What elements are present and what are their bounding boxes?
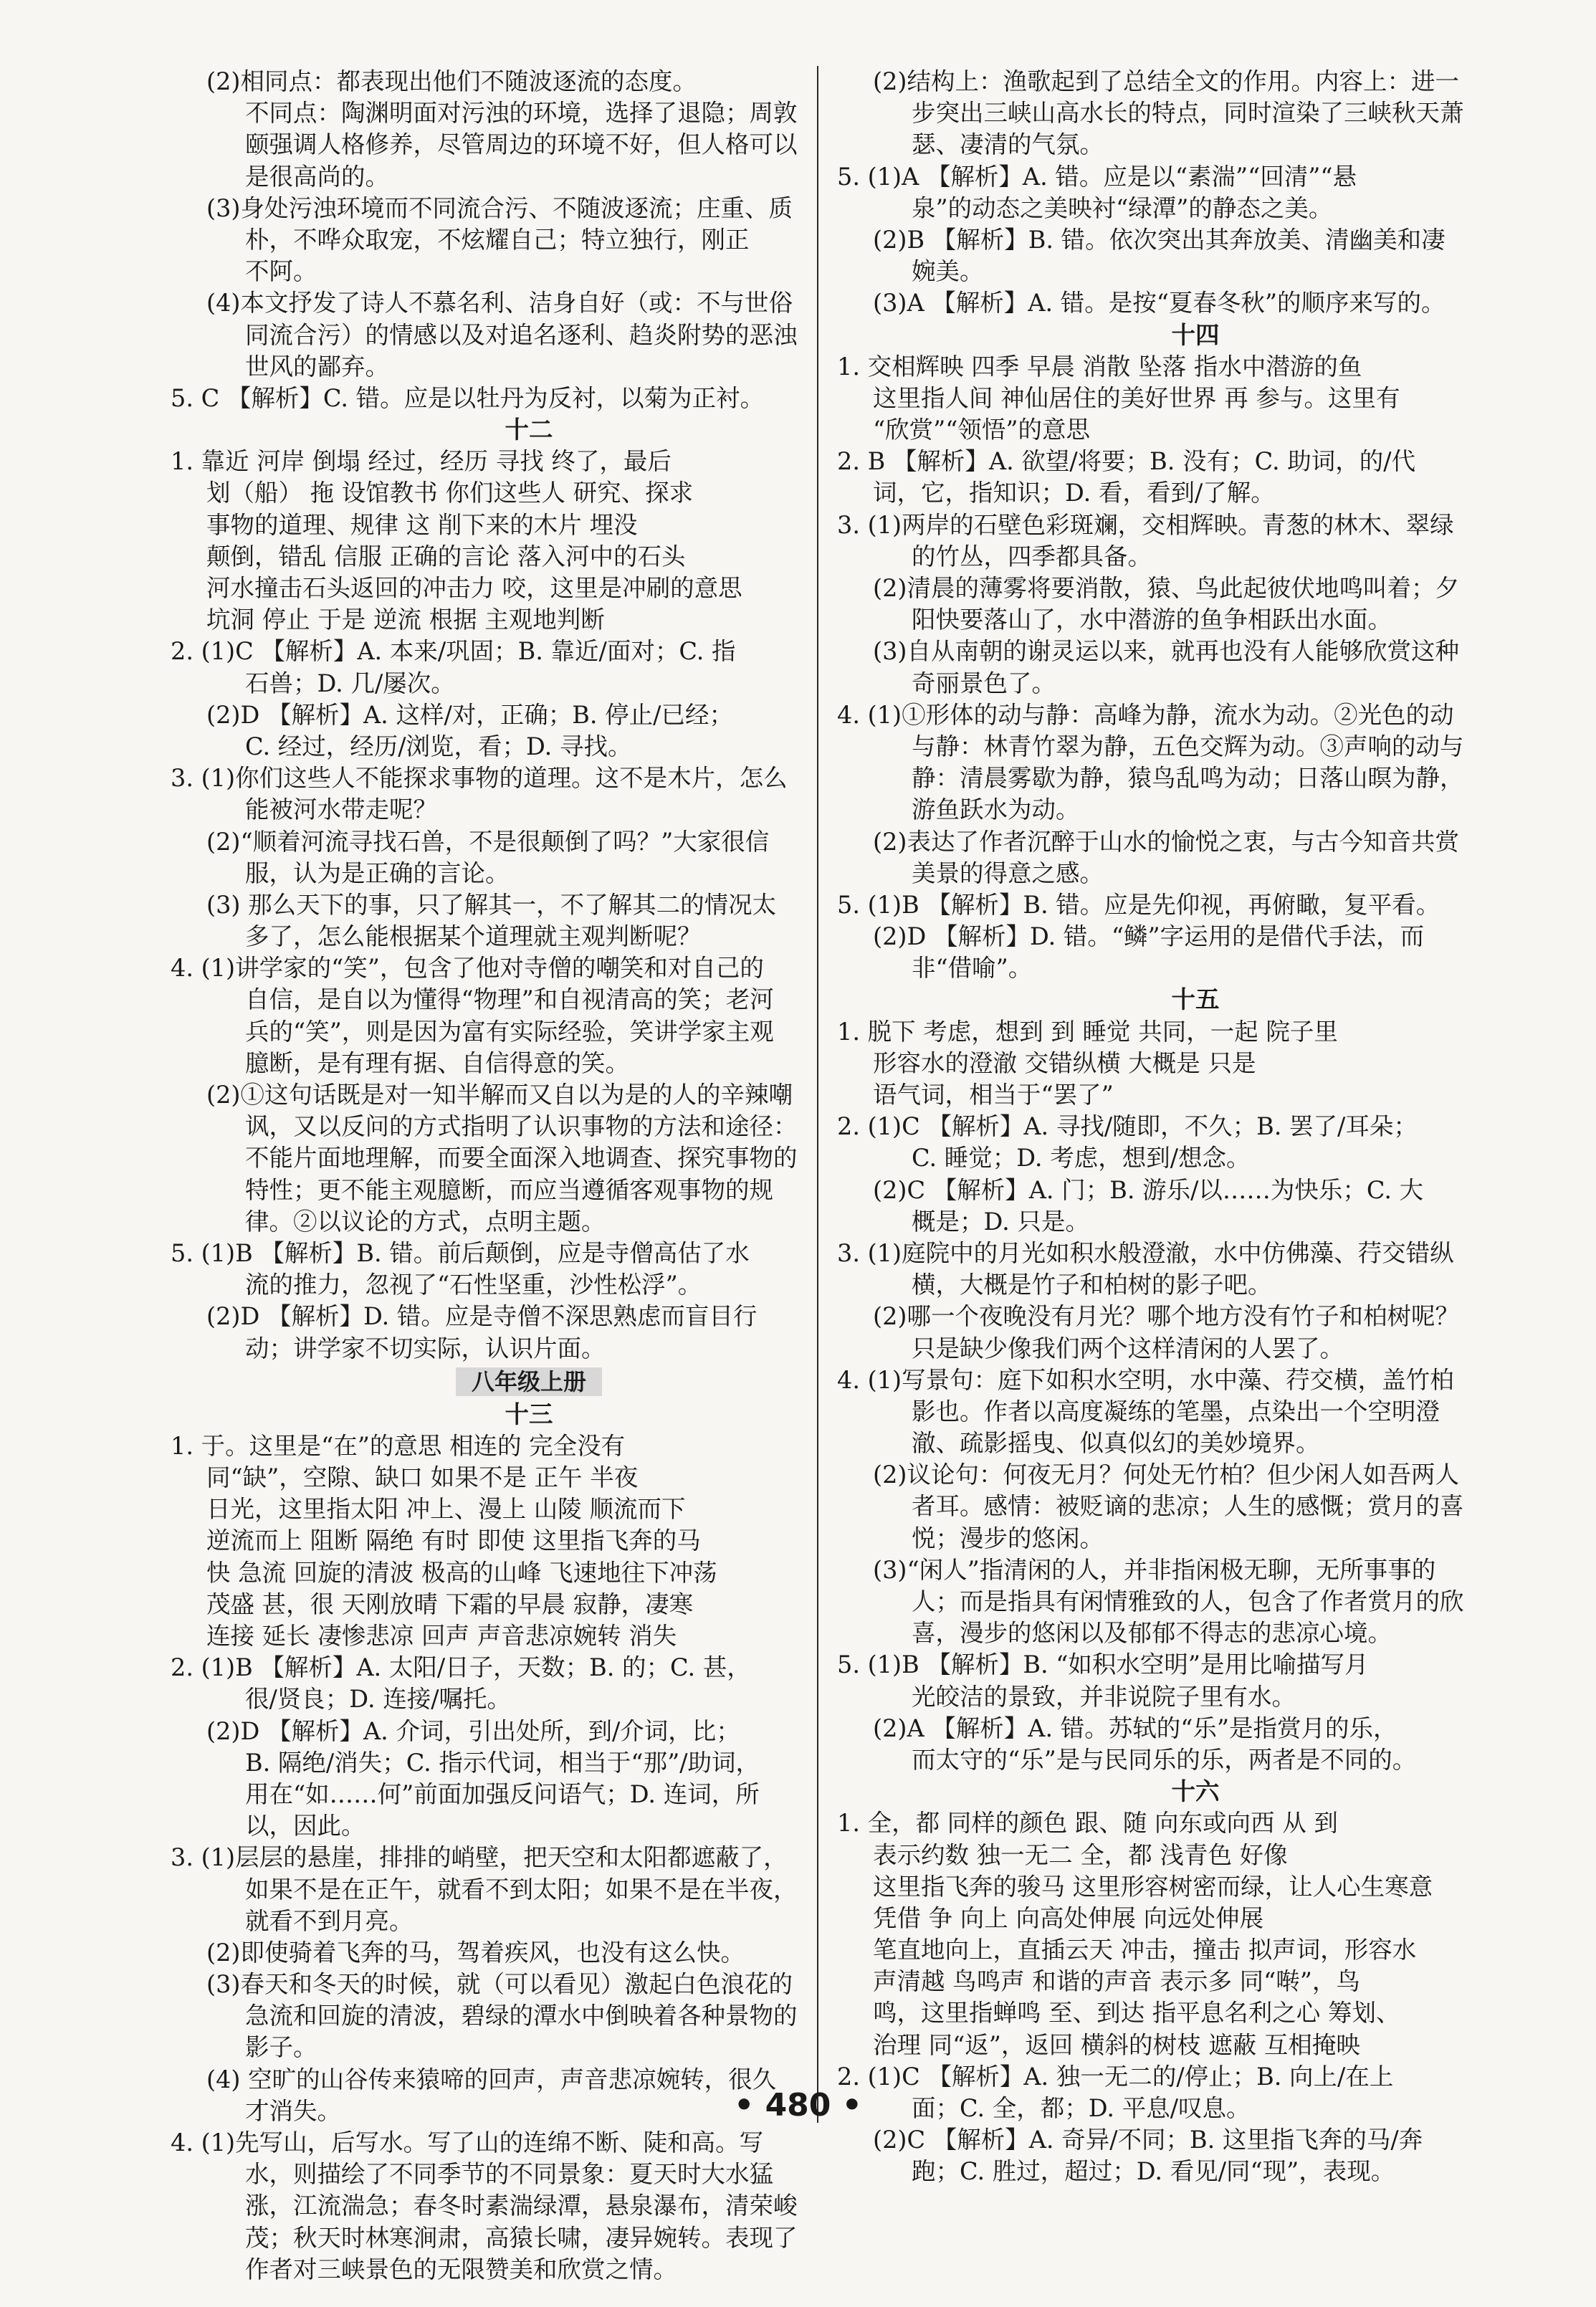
answer-line: (2)哪一个夜晚没有月光？哪个地方没有竹子和柏树呢？: [873, 1302, 1459, 1331]
answer-line: 5. C 【解析】C. 错。应是以牡丹为反衬，以菊为正衬。: [171, 383, 765, 412]
answer-line: C. 睡觉；D. 考虑，想到/想念。: [912, 1144, 1251, 1172]
answer-line: 朴，不哗众取宠，不炫耀自己；特立独行，刚正: [245, 225, 750, 254]
answer-line: 1. 脱下 考虑，想到 到 睡觉 共同，一起 院子里: [837, 1017, 1338, 1046]
answer-line: 光皎洁的景致，并非说院子里有水。: [912, 1682, 1296, 1711]
answer-line: 3. (1)庭院中的月光如积水般澄澈，水中仿佛藻、荇交错纵: [837, 1238, 1454, 1267]
column-divider: [817, 66, 818, 2123]
answer-line: 河水撞击石头返回的冲击力 咬，这里是冲刷的意思: [206, 574, 742, 602]
answer-line: 急流和回旋的清波，碧绿的潭水中倒映着各种景物的: [245, 2002, 798, 2030]
answer-line: 悦；漫步的悠闲。: [912, 1524, 1104, 1552]
section-heading: 十六: [1171, 1777, 1220, 1806]
answer-line: 只是缺少像我们两个这样清闲的人罢了。: [912, 1334, 1344, 1362]
answer-line: 瑟、凄清的气氛。: [912, 130, 1104, 159]
answer-line: 与静：林青竹翠为静，五色交辉为动。③声响的动与: [912, 732, 1464, 760]
answer-line: 茂；秋天时林寒涧肃，高猿长啸，凄异婉转。表现了: [245, 2223, 798, 2252]
answer-line: 凭借 争 向上 向高处伸展 向远处伸展: [873, 1904, 1264, 1932]
answer-line: (3)身处污浊环境而不同流合污、不随波逐流；庄重、质: [206, 194, 793, 222]
answer-line: 者耳。感情：被贬谪的悲凉；人生的感慨；赏月的喜: [912, 1492, 1464, 1521]
answer-line: 2. (1)B 【解析】A. 太阳/日子，天数；B. 的；C. 甚，: [171, 1653, 751, 1682]
answer-line: 面；C. 全，都；D. 平息/叹息。: [912, 2094, 1251, 2122]
answer-line: 服，认为是正确的言论。: [245, 859, 510, 887]
answer-line: (2)A 【解析】A. 错。苏轼的“乐”是指赏月的乐，: [873, 1714, 1397, 1742]
answer-line: 是很高尚的。: [245, 162, 389, 191]
answer-line: 如果不是在正午，就看不到太阳；如果不是在半夜，: [245, 1875, 798, 1904]
answer-line: 1. 交相辉映 四季 早晨 消散 坠落 指水中潜游的鱼: [837, 352, 1362, 381]
answer-line: 影也。作者以高度凝练的笔墨，点染出一个空明澄: [912, 1397, 1440, 1425]
answer-line: 5. (1)B 【解析】B. 错。应是先仰视，再俯瞰，复平看。: [837, 890, 1440, 919]
grade-banner: [171, 1365, 887, 1399]
answer-line: (3)“闲人”指清闲的人，并非指闲极无聊，无所事事的: [873, 1555, 1436, 1584]
answer-line: 这里指飞奔的骏马 这里形容树密而绿，让人心生寒意: [873, 1872, 1433, 1901]
answer-line: 颐强调人格修养，尽管周边的环境不好，但人格可以: [245, 130, 798, 159]
answer-line: 茂盛 甚，很 天刚放晴 下霜的早晨 寂静，凄寒: [206, 1590, 694, 1618]
answer-line: (2)B 【解析】B. 错。依次突出其奔放美、清幽美和凄: [873, 225, 1446, 254]
answer-line: 1. 全，都 同样的颜色 跟、随 向东或向西 从 到: [837, 1809, 1338, 1838]
answer-line: 喜，漫步的悠闲以及郁郁不得志的悲凉心境。: [912, 1619, 1392, 1648]
answer-line: 4. (1)讲学家的“笑”，包含了他对寺僧的嘲笑和对自己的: [171, 954, 764, 983]
answer-line: 水，则描绘了不同季节的不同景象：夏天时大水猛: [245, 2160, 773, 2189]
answer-line: 人；而是指具有闲情雅致的人，包含了作者赏月的欣: [912, 1587, 1464, 1615]
answer-line: 才消失。: [245, 2096, 341, 2125]
answer-line: 2. (1)C 【解析】A. 本来/巩固；B. 靠近/面对；C. 指: [171, 637, 736, 666]
answer-line: (2)①这句话既是对一知半解而又自以为是的人的辛辣嘲: [206, 1081, 793, 1109]
answer-line: 很/贤良；D. 连接/嘱托。: [245, 1685, 512, 1714]
grade-banner-label: 八年级上册: [456, 1367, 602, 1396]
answer-line: 治理 同“返”，返回 横斜的树枝 遮蔽 互相掩映: [873, 2030, 1360, 2059]
answer-line: 概是；D. 只是。: [912, 1207, 1089, 1236]
answer-line: 连接 延长 凄惨悲凉 回声 声音悲凉婉转 消失: [206, 1622, 677, 1650]
answer-line: 不能片面地理解，而要全面深入地调查、探究事物的: [245, 1144, 798, 1172]
answer-line: (3)A 【解析】A. 错。是按“夏春冬秋”的顺序来写的。: [873, 289, 1446, 317]
answer-line: (3)自从南朝的谢灵运以来，就再也没有人能够欣赏这种: [873, 637, 1459, 666]
answer-line: 3. (1)你们这些人不能探求事物的道理。这不是木片，怎么: [171, 764, 788, 793]
answer-line: (2)D 【解析】D. 错。“鳞”字运用的是借代手法，而: [873, 922, 1425, 951]
answer-line: 多了，怎么能根据某个道理就主观判断呢？: [245, 922, 702, 951]
answer-line: “欣赏”“领悟”的意思: [873, 416, 1091, 444]
answer-line: (2)D 【解析】A. 这样/对，正确；B. 停止/已经；: [206, 700, 733, 729]
answer-line: 词，它，指知识；D. 看，看到/了解。: [873, 479, 1275, 507]
answer-line: 影子。: [245, 2033, 317, 2062]
answer-line: 石兽；D. 几/屡次。: [245, 669, 455, 697]
answer-line: 声清越 鸟鸣声 和谐的声音 表示多 同“啭”，鸟: [873, 1967, 1360, 1996]
answer-line: 语气词，相当于“罢了”: [873, 1081, 1114, 1109]
answer-line: 美景的得意之感。: [912, 859, 1104, 887]
answer-line: 澈、疏影摇曳、似真似幻的美妙境界。: [912, 1429, 1320, 1458]
answer-line: 2. (1)C 【解析】A. 独一无二的/停止；B. 向上/在上: [837, 2062, 1394, 2091]
answer-line: 作者对三峡景色的无限赞美和欣赏之情。: [245, 2255, 677, 2283]
answer-line: (2)议论句：何夜无月？何处无竹柏？但少闲人如吾两人: [873, 1461, 1459, 1489]
answer-line: 2. (1)C 【解析】A. 寻找/随即，不久；B. 罢了/耳朵；: [837, 1112, 1418, 1141]
answer-line: (3) 那么天下的事，只了解其一，不了解其二的情况太: [206, 890, 777, 919]
answer-line: 5. (1)A 【解析】A. 错。应是以“素湍”“回清”“悬: [837, 162, 1357, 191]
answer-line: (4)本文抒发了诗人不慕名利、洁身自好（或：不与世俗: [206, 289, 793, 317]
answer-line: 步突出三峡山高水长的特点，同时渲染了三峡秋天萧: [912, 99, 1464, 128]
answer-line: 以，因此。: [245, 1812, 365, 1840]
answer-line: 非“借喻”。: [912, 954, 1033, 983]
answer-line: 流的推力，忽视了“石性坚重，沙性松浮”。: [245, 1271, 702, 1299]
answer-line: C. 经过，经历/浏览，看；D. 寻找。: [245, 732, 632, 760]
left-column: [171, 66, 887, 2285]
answer-line: 泉”的动态之美映衬“绿潭”的静态之美。: [912, 194, 1333, 222]
answer-line: 动；讲学家不切实际，认识片面。: [245, 1334, 606, 1362]
answer-line: 4. (1)写景句：庭下如积水空明，水中藻、荇交横，盖竹柏: [837, 1365, 1454, 1394]
answer-line: 阳快要落山了，水中潜游的鱼争相跃出水面。: [912, 606, 1392, 634]
answer-line: 坑洞 停止 于是 逆流 根据 主观地判断: [206, 606, 605, 634]
answer-line: 这里指人间 神仙居住的美好世界 再 参与。这里有: [873, 383, 1400, 412]
answer-line: 兵的“笑”，则是因为富有实际经验，笑讲学家主观: [245, 1017, 774, 1046]
answer-line: 5. (1)B 【解析】B. 错。前后颠倒，应是寺僧高估了水: [171, 1238, 750, 1267]
answer-line: 同流合污）的情感以及对追名逐利、趋炎附势的恶浊: [245, 320, 798, 349]
answer-line: 的竹丛，四季都具备。: [912, 542, 1152, 570]
answer-line: 讽，又以反问的方式指明了认识事物的方法和途径：: [245, 1112, 798, 1141]
answer-line: 游鱼跃水为动。: [912, 796, 1080, 824]
right-column: [837, 66, 1554, 2188]
answer-line: (2)“顺着河流寻找石兽，不是很颠倒了吗？”大家很信: [206, 827, 770, 856]
answer-line: 世风的鄙弃。: [245, 352, 389, 381]
answer-line: 快 急流 回旋的清波 极高的山峰 飞速地往下冲荡: [206, 1558, 717, 1587]
answer-line: 不阿。: [245, 257, 317, 286]
answer-line: B. 隔绝/消失；C. 指示代词，相当于“那”/助词，: [245, 1748, 760, 1777]
answer-line: 静：清晨雾歇为静，猿鸟乱鸣为动；日落山暝为静，: [912, 764, 1464, 793]
section-heading: 十二: [505, 416, 553, 444]
answer-line: (2)C 【解析】A. 门；B. 游乐/以……为快乐；C. 大: [873, 1175, 1424, 1204]
answer-line: 3. (1)两岸的石壁色彩斑斓，交相辉映。青葱的林木、翠绿: [837, 510, 1454, 539]
answer-line: 4. (1)①形体的动与静：高峰为静，流水为动。②光色的动: [837, 700, 1454, 729]
answer-line: 形容水的澄澈 交错纵横 大概是 只是: [873, 1049, 1256, 1077]
answer-line: (2)即使骑着飞奔的马，驾着疾风，也没有这么快。: [206, 1938, 745, 1967]
answer-line: 2. B 【解析】A. 欲望/将要；B. 没有；C. 助词，的/代: [837, 447, 1416, 476]
answer-line: 表示约数 独一无二 全，都 浅青色 好像: [873, 1840, 1288, 1869]
answer-line: (2)D 【解析】A. 介词，引出处所，到/介词，比；: [206, 1716, 740, 1745]
answer-line: 笔直地向上，直插云天 冲击，撞击 拟声词，形容水: [873, 1936, 1417, 1964]
page-number: • 480 •: [734, 2087, 862, 2124]
answer-line: (2)C 【解析】A. 奇异/不同；B. 这里指飞奔的马/奔: [873, 2126, 1423, 2154]
answer-line: (2)D 【解析】D. 错。应是寺僧不深思熟虑而盲目行: [206, 1302, 758, 1331]
answer-line: (2)相同点：都表现出他们不随波逐流的态度。: [206, 67, 697, 95]
answer-line: 奇丽景色了。: [912, 669, 1056, 697]
answer-line: 涨，江流湍急；春冬时素湍绿潭，悬泉瀑布，清荣峻: [245, 2192, 798, 2220]
answer-line: 5. (1)B 【解析】B. “如积水空明”是用比喻描写月: [837, 1651, 1369, 1679]
answer-line: 划（船） 拖 设馆教书 你们这些人 研究、探求: [206, 479, 694, 507]
answer-line: 4. (1)先写山，后写水。写了山的连绵不断、陡和高。写: [171, 2129, 764, 2156]
answer-line: (2)表达了作者沉醉于山水的愉悦之衷，与古今知音共赏: [873, 827, 1459, 856]
answer-line: 而太守的“乐”是与民同乐的乐，两者是不同的。: [912, 1745, 1417, 1774]
answer-line: 鸣，这里指蝉鸣 至、到达 指平息名利之心 筹划、: [873, 1999, 1400, 2027]
answer-line: 3. (1)层层的悬崖，排排的峭壁，把天空和太阳都遮蔽了，: [171, 1843, 788, 1872]
answer-line: 1. 于。这里是“在”的意思 相连的 完全没有: [171, 1431, 626, 1460]
answer-line: 日光，这里指太阳 冲上、漫上 山陵 顺流而下: [206, 1495, 686, 1524]
answer-line: 逆流而上 阻断 隔绝 有时 即使 这里指飞奔的马: [206, 1527, 701, 1555]
answer-line: (4) 空旷的山谷传来猿啼的回声，声音悲凉婉转，很久: [206, 2065, 777, 2093]
answer-line: 律。②以议论的方式，点明主题。: [245, 1207, 606, 1236]
answer-line: 1. 靠近 河岸 倒塌 经过，经历 寻找 终了，最后: [171, 447, 672, 476]
answer-line: 同“缺”，空隙、缺口 如果不是 正午 半夜: [206, 1463, 639, 1492]
answer-line: (3)春天和冬天的时候，就（可以看见）激起白色浪花的: [206, 1970, 793, 1999]
answer-line: (2)清晨的薄雾将要消散，猿、鸟此起彼伏地鸣叫着；夕: [873, 574, 1459, 602]
section-heading: 十四: [1171, 320, 1220, 349]
answer-line: 颠倒，错乱 信服 正确的言论 落入河中的石头: [206, 542, 686, 570]
answer-line: 能被河水带走呢？: [245, 796, 437, 824]
section-heading: 十三: [505, 1400, 553, 1428]
answer-line: 就看不到月亮。: [245, 1906, 414, 1935]
answer-line: 婉美。: [912, 257, 984, 286]
answer-line: 臆断，是有理有据、自信得意的笑。: [245, 1049, 629, 1077]
answer-line: 用在“如……何”前面加强反问语气；D. 连词，所: [245, 1780, 760, 1808]
answer-line: 横，大概是竹子和柏树的影子吧。: [912, 1271, 1272, 1299]
answer-line: 不同点：陶渊明面对污浊的环境，选择了退隐；周敦: [245, 99, 798, 128]
answer-line: 跑；C. 胜过，超过；D. 看见/同“现”，表现。: [912, 2157, 1395, 2186]
answer-line: 事物的道理、规律 这 削下来的木片 埋没: [206, 510, 638, 539]
answer-line: (2)结构上：渔歌起到了总结全文的作用。内容上：进一: [873, 67, 1459, 95]
answer-line: 自信，是自以为懂得“物理”和自视清高的笑；老河: [245, 985, 774, 1014]
answer-line: 特性；更不能主观臆断，而应当遵循客观事物的规: [245, 1175, 773, 1204]
section-heading: 十五: [1171, 985, 1220, 1014]
